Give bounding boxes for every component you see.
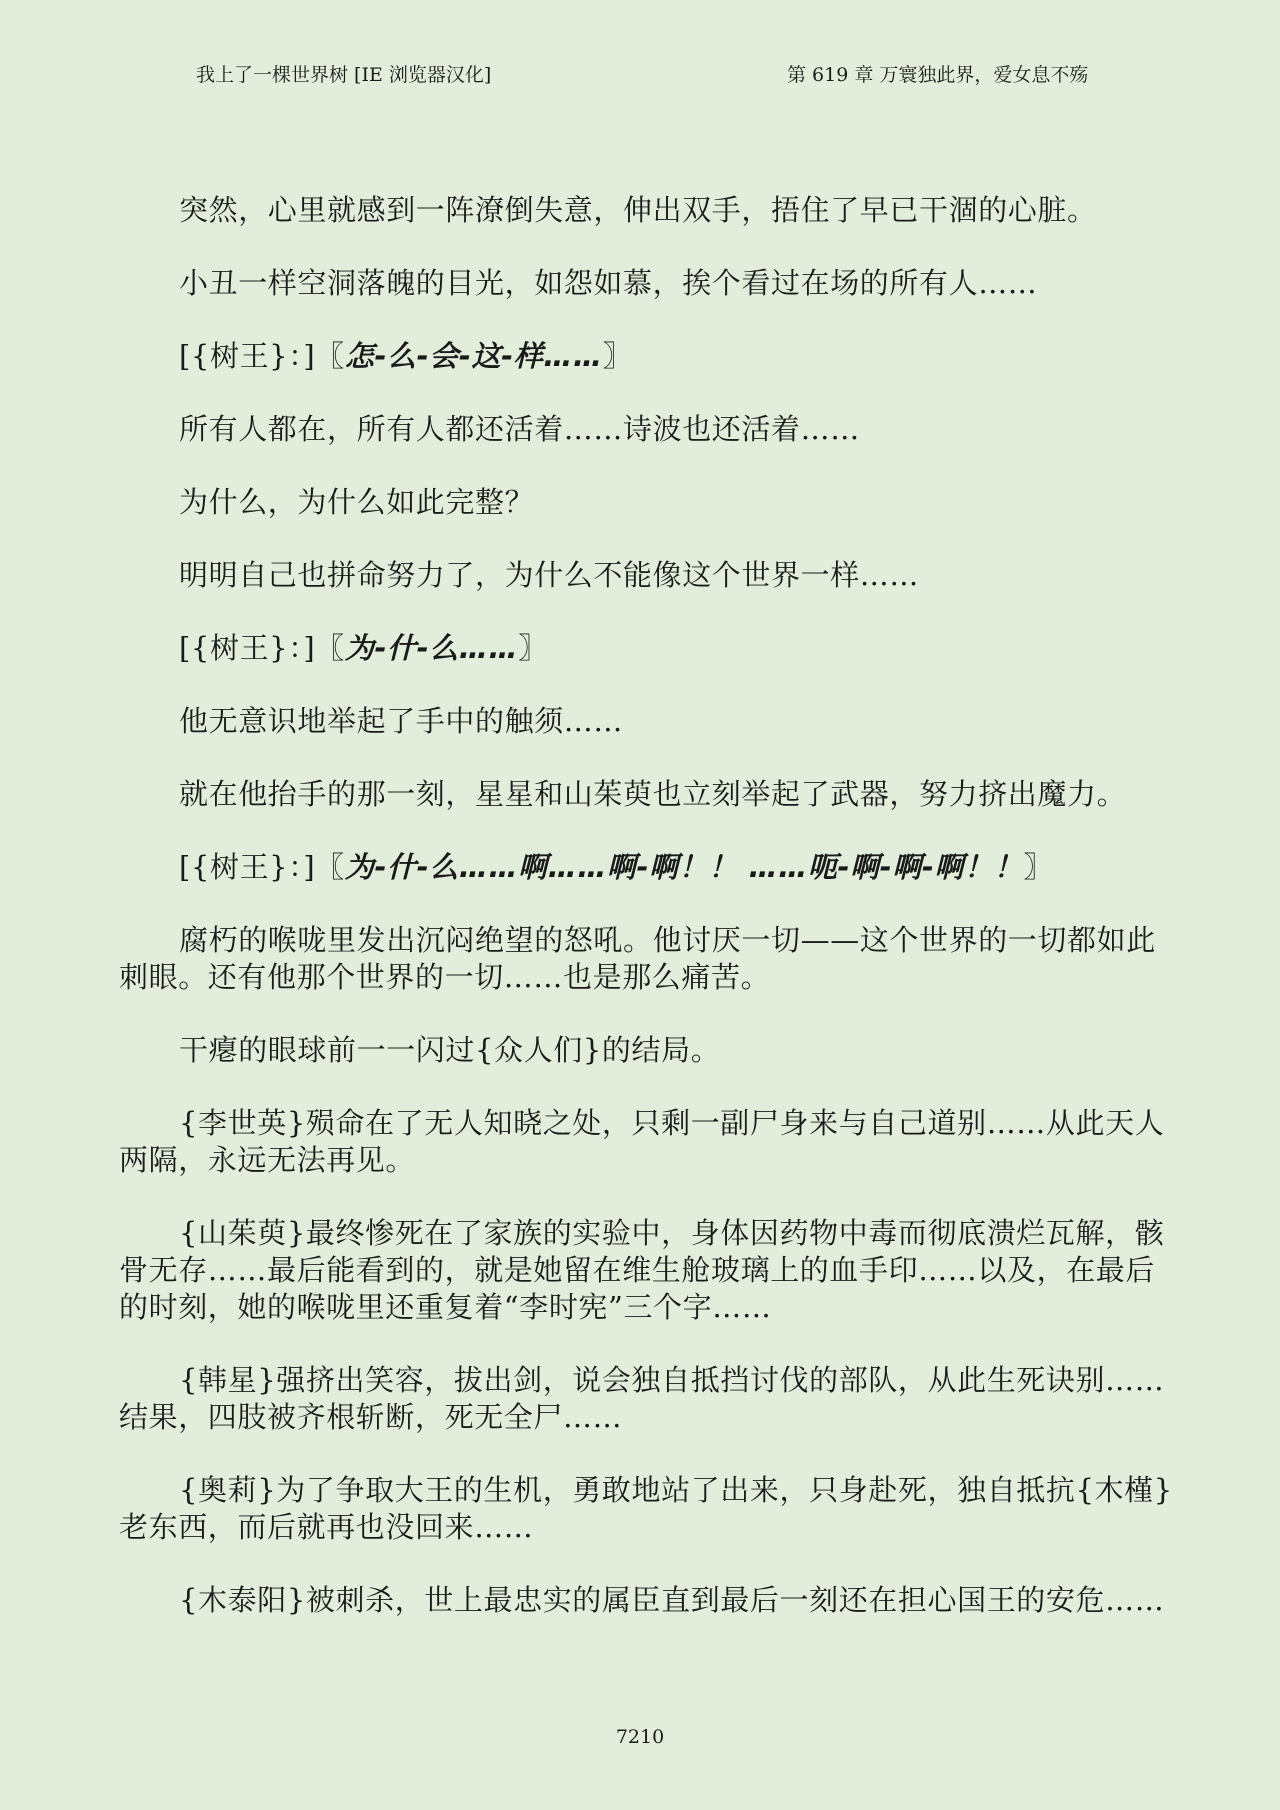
speaker-label: [{树王}：] — [179, 339, 316, 373]
dialogue-line — [119, 849, 1164, 886]
dialogue-line — [119, 338, 1164, 375]
bracket-open: 〖 — [315, 850, 345, 884]
paragraph-line: 就在他抬手的那一刻，星星和山茱萸也立刻举起了武器，努力挤出魔力。 — [179, 777, 1127, 811]
speaker-label: [{树王}：] — [179, 631, 316, 665]
paragraph — [119, 411, 1164, 448]
dialogue-speech: 为-什-么……啊……啊-啊！！ ……呃-啊-啊-啊！！ — [344, 850, 1024, 884]
paragraph — [119, 1472, 1173, 1546]
paragraph — [119, 776, 1164, 813]
paragraph-line: {韩星}强挤出笑容，拔出剑，说会独自抵挡讨伐的部队，从此生死诀别…… — [179, 1363, 1165, 1397]
paragraph — [119, 265, 1164, 302]
paragraph-line: 刺眼。还有他那个世界的一切……也是那么痛苦。 — [119, 960, 771, 994]
paragraph-line: {山茱萸}最终惨死在了家族的实验中，身体因药物中毒而彻底溃烂瓦解，骸 — [179, 1216, 1165, 1250]
paragraph — [119, 1362, 1164, 1436]
paragraph-line: 所有人都在，所有人都还活着……诗波也还活着…… — [179, 412, 860, 446]
paragraph-line: 的时刻，她的喉咙里还重复着“李时宪”三个字…… — [119, 1290, 772, 1324]
header-chapter-title: 第 619 章 万寰独此界，爱女息不殇 — [787, 64, 1089, 86]
speaker-label: [{树王}：] — [179, 850, 316, 884]
dialogue-text — [119, 630, 1164, 667]
dialogue-text — [119, 338, 1164, 375]
paragraph-line: {奥莉}为了争取大王的生机，勇敢地站了出来，只身赴死，独自抵抗{木槿} — [179, 1473, 1173, 1507]
paragraph — [119, 1582, 1164, 1619]
paragraph-line: 明明自己也拼命努力了，为什么不能像这个世界一样…… — [179, 558, 920, 592]
dialogue-line — [119, 630, 1164, 667]
paragraph-line: 为什么，为什么如此完整？ — [179, 485, 535, 519]
paragraph — [119, 1032, 1164, 1069]
paragraph — [119, 484, 1164, 521]
bracket-open: 〖 — [315, 631, 345, 665]
paragraph — [119, 1215, 1164, 1326]
paragraph-line: 他无意识地举起了手中的触须…… — [179, 704, 624, 738]
page-number: 7210 — [615, 1726, 665, 1748]
page-body — [119, 192, 1173, 1655]
paragraph — [119, 703, 1164, 740]
bracket-close: 〗 — [602, 339, 633, 373]
paragraph — [119, 922, 1164, 996]
bracket-open: 〖 — [315, 339, 345, 373]
dialogue-text — [119, 849, 1164, 886]
paragraph-line: 干瘪的眼球前一一闪过{众人们}的结局。 — [179, 1033, 721, 1067]
paragraph — [119, 192, 1164, 229]
dialogue-speech: 怎-么-会-这-样…… — [344, 339, 603, 373]
paragraph — [119, 1105, 1164, 1179]
dialogue-speech: 为-什-么…… — [344, 631, 519, 665]
paragraph-line: 突然，心里就感到一阵潦倒失意，伸出双手，捂住了早已干涸的心脏。 — [179, 193, 1097, 227]
paragraph-line: 小丑一样空洞落魄的目光，如怨如慕，挨个看过在场的所有人…… — [179, 266, 1038, 300]
paragraph-line: 老东西，而后就再也没回来…… — [119, 1510, 534, 1544]
paragraph-line: 腐朽的喉咙里发出沉闷绝望的怒吼。他讨厌一切——这个世界的一切都如此 — [179, 923, 1156, 957]
paragraph-line: {李世英}殒命在了无人知晓之处，只剩一副尸身来与自己道别……从此天人 — [179, 1106, 1165, 1140]
bracket-close: 〗 — [518, 631, 548, 665]
header-book-title: 我上了一棵世界树 [IE 浏览器汉化] — [196, 64, 492, 86]
paragraph-line: 结果，四肢被齐根斩断，死无全尸…… — [119, 1400, 623, 1434]
paragraph-line: 骨无存……最后能看到的，就是她留在维生舱玻璃上的血手印……以及，在最后 — [119, 1253, 1156, 1287]
paragraph-line: 两隔，永远无法再见。 — [119, 1143, 416, 1177]
paragraph-line: {木泰阳}被刺杀，世上最忠实的属臣直到最后一刻还在担心国王的安危…… — [179, 1583, 1165, 1617]
bracket-close: 〗 — [1023, 850, 1053, 884]
paragraph — [119, 557, 1164, 594]
